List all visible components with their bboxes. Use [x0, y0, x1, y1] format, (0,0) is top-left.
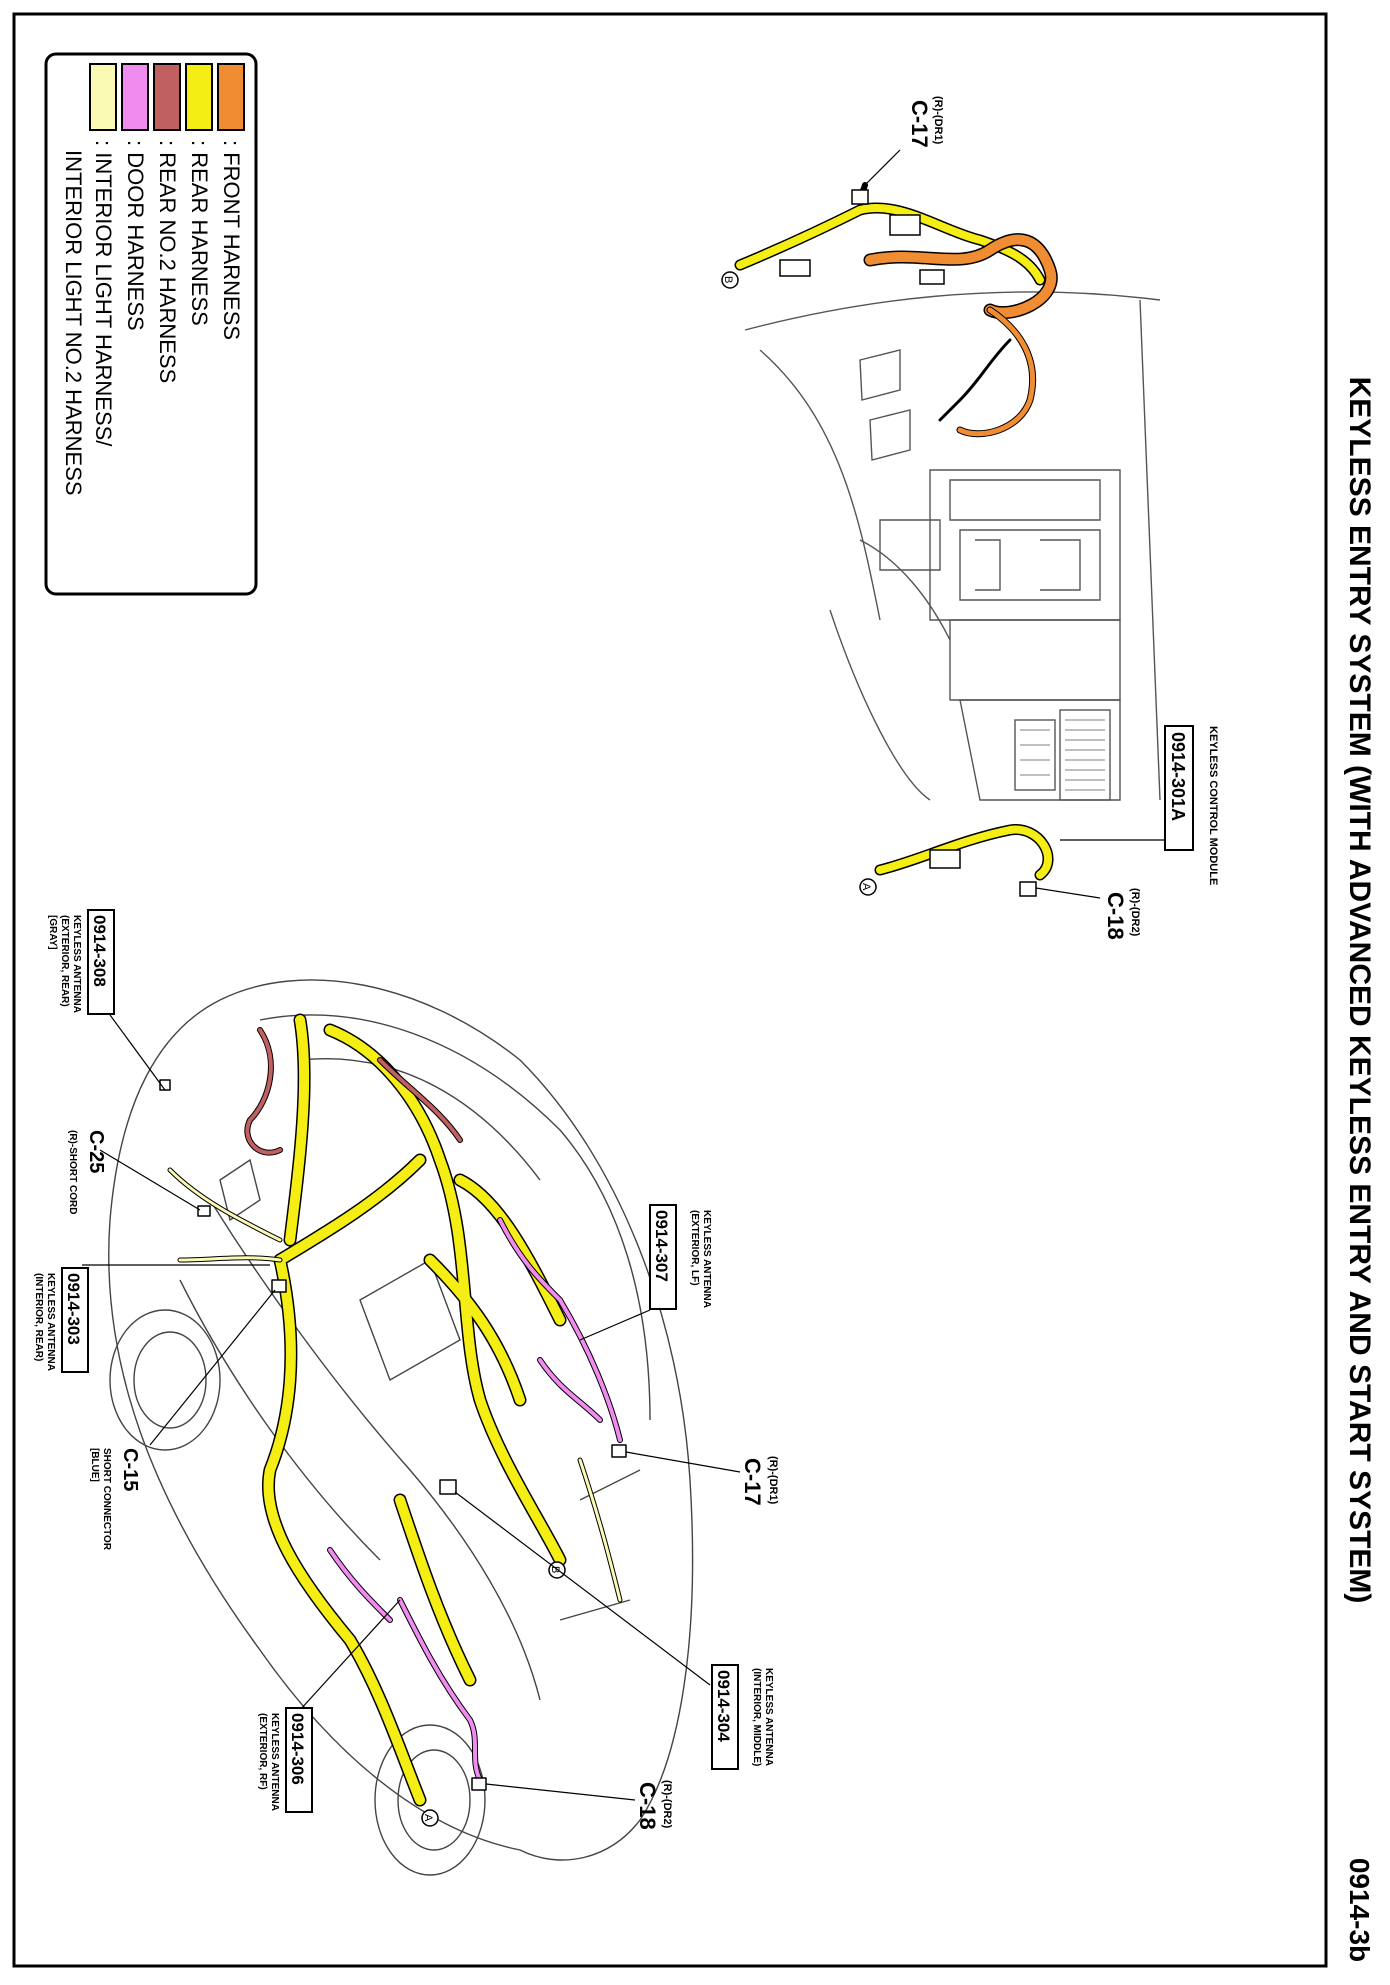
svg-text:0914-308: 0914-308: [90, 915, 109, 987]
marker-b-top: [722, 272, 738, 288]
svg-text:[GRAY]: [GRAY]: [47, 915, 58, 950]
svg-text:KEYLESS ANTENNA: KEYLESS ANTENNA: [763, 1668, 774, 1766]
marker-a-bottom: [422, 1810, 438, 1826]
svg-text:C-15: C-15: [119, 1448, 141, 1492]
legend-label-rear: : REAR HARNESS: [187, 140, 212, 326]
page-number: 0914-3b: [1344, 1857, 1375, 1963]
svg-text:(INTERIOR, MIDDLE): (INTERIOR, MIDDLE): [751, 1668, 762, 1767]
label-c25: [67, 1130, 200, 1214]
label-antenna-304: [455, 1492, 774, 1769]
svg-text:C-17: C-17: [907, 100, 932, 148]
vehicle-harness: [160, 1020, 626, 1800]
legend-label-rear-no2: : REAR NO.2 HARNESS: [155, 140, 180, 384]
label-c18-top: [1036, 888, 1141, 940]
svg-text:B: B: [722, 276, 734, 284]
svg-text:KEYLESS ANTENNA: KEYLESS ANTENNA: [269, 1713, 280, 1811]
svg-text:(R)-(DR1): (R)-(DR1): [932, 96, 944, 145]
svg-text:C-17: C-17: [740, 1458, 765, 1506]
legend-label-interior-light: : INTERIOR LIGHT HARNESS/: [91, 140, 116, 447]
svg-text:0914-301A: 0914-301A: [1168, 732, 1188, 822]
svg-text:C-18: C-18: [1103, 892, 1128, 940]
legend-label-interior-light-no2: INTERIOR LIGHT NO.2 HARNESS: [61, 150, 86, 496]
svg-text:KEYLESS CONTROL MODULE: KEYLESS CONTROL MODULE: [1207, 726, 1219, 886]
connector-c18-bottom: [472, 1778, 486, 1790]
legend-swatch-front: [218, 64, 244, 130]
legend-label-front: : FRONT HARNESS: [219, 140, 244, 341]
label-antenna-308: [47, 910, 165, 1090]
connector-c18-top: [1020, 882, 1036, 896]
label-antenna-307: [580, 1205, 712, 1340]
svg-text:A: A: [860, 883, 872, 891]
legend: [46, 54, 256, 594]
svg-text:0914-304: 0914-304: [714, 1670, 733, 1742]
svg-text:0914-307: 0914-307: [652, 1210, 671, 1282]
legend-swatch-rear-no2: [154, 64, 180, 130]
label-c15: [89, 1290, 275, 1551]
marker-a-top: [860, 879, 876, 895]
svg-text:KEYLESS ANTENNA: KEYLESS ANTENNA: [45, 1273, 56, 1371]
label-c18-bottom: [486, 1780, 673, 1830]
svg-text:0914-303: 0914-303: [64, 1273, 83, 1345]
svg-text:0914-306: 0914-306: [288, 1713, 307, 1785]
svg-text:(R)-SHORT CORD: (R)-SHORT CORD: [67, 1130, 78, 1215]
legend-swatch-interior-light: [90, 64, 116, 130]
connector-c17-bottom: [612, 1445, 626, 1457]
legend-swatch-rear: [186, 64, 212, 130]
svg-text:[BLUE]: [BLUE]: [89, 1448, 100, 1482]
svg-text:(R)-(DR1): (R)-(DR1): [767, 1456, 779, 1505]
svg-text:(R)-(DR2): (R)-(DR2): [1129, 888, 1141, 937]
connector-c17-top: [852, 190, 868, 204]
svg-text:C-25: C-25: [85, 1130, 107, 1174]
svg-text:(EXTERIOR, RF): (EXTERIOR, RF): [257, 1713, 268, 1790]
svg-text:KEYLESS ANTENNA: KEYLESS ANTENNA: [701, 1210, 712, 1308]
svg-text:KEYLESS ANTENNA: KEYLESS ANTENNA: [71, 915, 82, 1013]
svg-text:(INTERIOR, REAR): (INTERIOR, REAR): [33, 1273, 44, 1362]
label-c17-top: [860, 96, 944, 190]
svg-text:(EXTERIOR, LF): (EXTERIOR, LF): [689, 1210, 700, 1286]
svg-text:SHORT CONNECTOR: SHORT CONNECTOR: [101, 1448, 112, 1551]
label-c17-bottom: [626, 1452, 779, 1506]
label-antenna-303: [33, 1265, 270, 1372]
top-harness: [740, 185, 1051, 896]
svg-text:A: A: [422, 1814, 434, 1822]
legend-label-door: : DOOR HARNESS: [123, 140, 148, 331]
page-title: KEYLESS ENTRY SYSTEM (WITH ADVANCED KEYLESS ENTRY AND START SYSTEM): [1343, 376, 1376, 1604]
svg-text:(R)-(DR2): (R)-(DR2): [661, 1780, 673, 1829]
legend-swatch-door: [122, 64, 148, 130]
connector-c25: [198, 1206, 210, 1216]
svg-text:(EXTERIOR, REAR): (EXTERIOR, REAR): [59, 915, 70, 1007]
svg-text:B: B: [549, 1566, 561, 1574]
dashboard-view: [745, 292, 1160, 800]
svg-text:C-18: C-18: [635, 1782, 660, 1830]
